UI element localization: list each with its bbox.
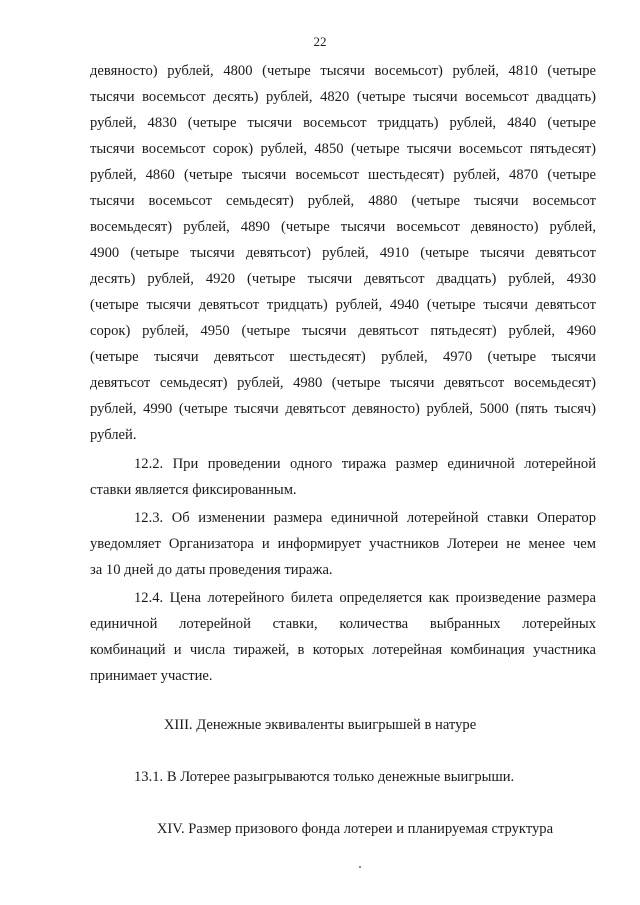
clause-12-4-line: комбинаций и числа тиражей, в которых лотерейная комбинация участника (90, 642, 596, 658)
text-line: рублей. (90, 427, 137, 443)
clause-12-4-line: принимает участие. (90, 668, 213, 684)
text-line: сорок) рублей, 4950 (четыре тысячи девятьсот пятьдесят) рублей, 4960 (90, 323, 596, 339)
text-line: девяносто) рублей, 4800 (четыре тысячи восемьсот) рублей, 4810 (четыре (90, 63, 596, 79)
text-line: (четыре тысячи девятьсот тридцать) рублей, 4940 (четыре тысячи девятьсот (90, 297, 596, 313)
clause-12-3-line: уведомляет Организатора и информирует участников Лотереи не менее чем (90, 536, 596, 552)
clause-12-3-line: за 10 дней до даты проведения тиража. (90, 562, 333, 578)
clause-12-2-line: ставки является фиксированным. (90, 482, 297, 498)
text-line: тысячи восемьсот сорок) рублей, 4850 (четыре тысячи восемьсот пятьдесят) (90, 141, 596, 157)
scan-speck (359, 866, 361, 868)
clause-12-2-line: 12.2. При проведении одного тиража размер единичной лотерейной (134, 456, 596, 472)
text-line: тысячи восемьсот семьдесят) рублей, 4880 (четыре тысячи восемьсот (90, 193, 596, 209)
clause-13-1: 13.1. В Лотерее разыгрываются только денежные выигрыши. (134, 769, 515, 785)
section-13-heading: XIII. Денежные эквиваленты выигрышей в натуре (163, 717, 477, 733)
text-line: 4900 (четыре тысячи девятьсот) рублей, 4910 (четыре тысячи девятьсот (90, 245, 596, 261)
text-line: девятьсот семьдесят) рублей, 4980 (четыре тысячи девятьсот восемьдесят) (90, 375, 596, 391)
clause-12-4-line: 12.4. Цена лотерейного билета определяется как произведение размера (134, 590, 596, 606)
text-line: восемьдесят) рублей, 4890 (четыре тысячи восемьсот девяносто) рублей, (90, 219, 596, 235)
clause-12-3-line: 12.3. Об изменении размера единичной лотерейной ставки Оператор (134, 510, 596, 526)
page-number: 22 (313, 34, 327, 49)
section-14-heading: XIV. Размер призового фонда лотереи и планируемая структура (156, 821, 554, 837)
text-line: (четыре тысячи девятьсот шестьдесят) рублей, 4970 (четыре тысячи (90, 349, 596, 365)
text-line: десять) рублей, 4920 (четыре тысячи девятьсот двадцать) рублей, 4930 (90, 271, 596, 287)
text-line: рублей, 4860 (четыре тысячи восемьсот шестьдесят) рублей, 4870 (четыре (90, 167, 596, 183)
text-line: тысячи восемьсот десять) рублей, 4820 (четыре тысячи восемьсот двадцать) (90, 89, 596, 105)
text-line: рублей, 4990 (четыре тысячи девятьсот девяносто) рублей, 5000 (пять тысяч) (90, 401, 596, 417)
clause-12-4-line: единичной лотерейной ставки, количества выбранных лотерейных (90, 616, 596, 632)
text-line: рублей, 4830 (четыре тысячи восемьсот тридцать) рублей, 4840 (четыре (90, 115, 596, 131)
